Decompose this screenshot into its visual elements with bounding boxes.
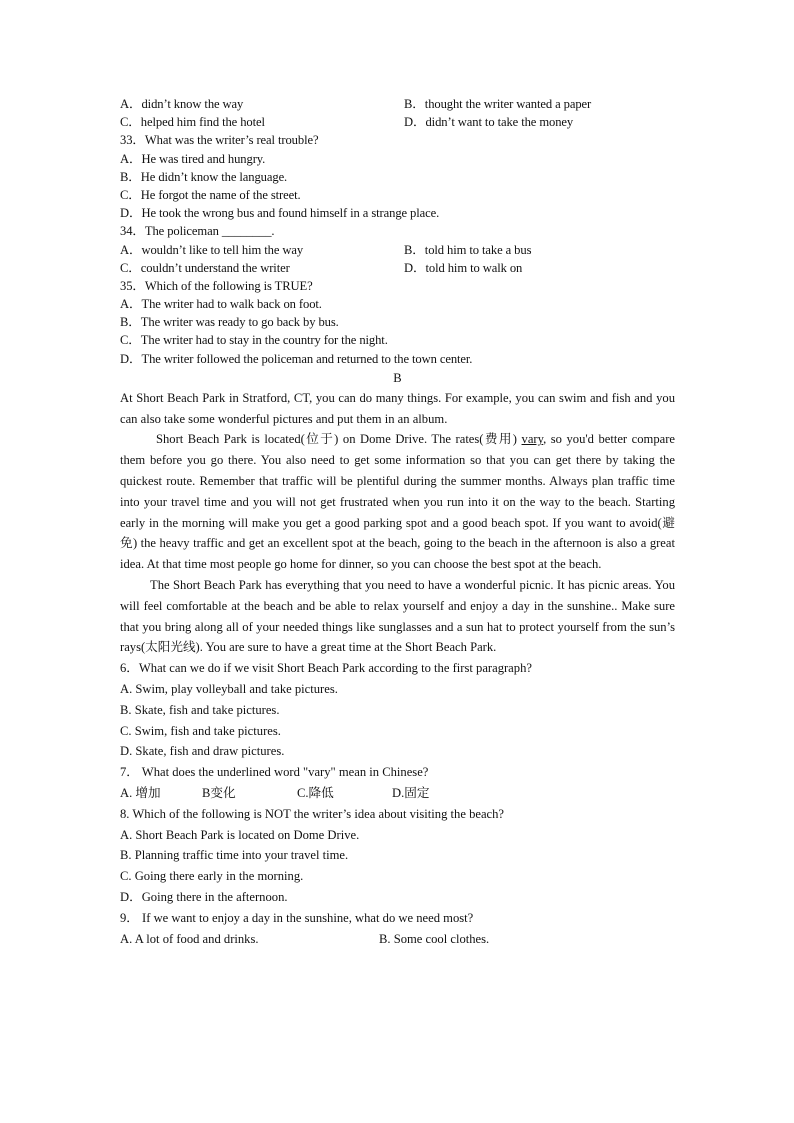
q8-option-a: A. Short Beach Park is located on Dome Drive. [120,827,360,842]
q8-option-d: D．Going there in the afternoon. [120,889,288,904]
q35-option-d: D．The writer followed the policeman and returned to the town center. [120,351,473,366]
q32-options-row-1 [120,95,675,113]
q6-option-d: D. Skate, fish and draw pictures. [120,744,285,759]
q7-option-d: D.固定 [392,785,430,800]
q6-stem: 6．What can we do if we visit Short Beach Park according to the first paragraph? [120,661,532,676]
passage-paragraph-1: At Short Beach Park in Stratford, CT, you can do many things. For example, you can swim and fish and you can also take some wonderful pictures and put them in an album. [120,390,675,426]
q34-options-row-1 [120,241,675,259]
q8-option-c: C. Going there early in the morning. [120,869,304,884]
q9-options-row [120,929,675,950]
q33-option-b: B．He didn’t know the language. [120,169,288,184]
q9-option-a: A. A lot of food and drinks. [120,931,259,946]
q7-stem: 7． What does the underlined word "vary" mean in Chinese? [120,765,429,780]
q33-option-c: C．He forgot the name of the street. [120,187,301,202]
q7-option-b: B变化 [202,785,236,800]
q33-stem: 33．What was the writer’s real trouble? [120,133,319,148]
paragraph-2-text-after: , so you'd better compare them before you go there. You also need to get some information so that you can get there by taking the quickest route. Remember that traffic will be plentiful during the summer months. Always plan traffic time into your travel time and you will not get frustrated when you run into it on the way to the beach. Starting early in the morning will make you get a good parking spot and a good beach spot. If you want to avoid(避免) the heavy traffic and get an excellent spot at the beach, going to the beach in the afternoon is also a great idea. At that time most people go home for dinner, so you can choose the best spot at the beach. [120,432,676,572]
q7-options-row [120,783,675,804]
q7-option-a: A. 增加 [120,785,161,800]
q34-stem: 34．The policeman ________. [120,224,275,239]
q32-option-d: D．didn’t want to take the money [404,115,574,130]
q34-option-c: C．couldn’t understand the writer [120,260,290,275]
underlined-word-vary: vary [521,432,544,447]
q33-option-a: A．He was tired and hungry. [120,151,266,166]
q32-options-row-2 [120,113,675,131]
q35-option-b: B．The writer was ready to go back by bus. [120,315,339,330]
q32-option-a: A．didn’t know the way [120,97,244,111]
q32-option-c: C．helped him find the hotel [120,115,265,130]
passage-paragraph-3: The Short Beach Park has everything that you need to have a wonderful picnic. It has picnic areas. You will feel comfortable at the beach and be able to relax yourself and enjoy a day in the sunshine.. Make sure that you bring along all of your needed things like sunglasses and a sun hat to protect yourself from the sun’s rays(太阳光线). You are sure to have a great time at the Short Beach Park. [120,577,675,655]
q35-option-c: C．The writer had to stay in the country for the night. [120,333,388,348]
q34-option-d: D．told him to walk on [404,260,523,275]
q6-option-a: A. Swim, play volleyball and take pictures. [120,681,338,696]
q33-option-d: D．He took the wrong bus and found himself in a strange place. [120,206,440,221]
q35-option-a: A．The writer had to walk back on foot. [120,297,322,312]
paragraph-2-text-before: Short Beach Park is located(位于) on Dome Drive. The rates(费用) [156,432,522,447]
q7-option-c: C.降低 [297,785,334,800]
q9-option-b: B. Some cool clothes. [379,931,490,946]
q6-option-b: B. Skate, fish and take pictures. [120,702,280,717]
section-heading: B [393,370,402,385]
passage-paragraph-2 [120,429,675,575]
q9-stem: 9． If we want to enjoy a day in the sunshine, what do we need most? [120,910,474,925]
q35-stem: 35．Which of the following is TRUE? [120,278,313,293]
q8-stem: 8. Which of the following is NOT the writer’s idea about visiting the beach? [120,806,505,821]
q6-option-c: C. Swim, fish and take pictures. [120,723,281,738]
document-page [120,95,675,949]
q8-option-b: B. Planning traffic time into your travel time. [120,848,349,863]
q34-option-a: A．wouldn’t like to tell him the way [120,242,304,257]
q32-option-b: B．thought the writer wanted a paper [404,97,592,111]
q34-option-b: B．told him to take a bus [404,242,532,257]
q34-options-row-2 [120,259,675,277]
